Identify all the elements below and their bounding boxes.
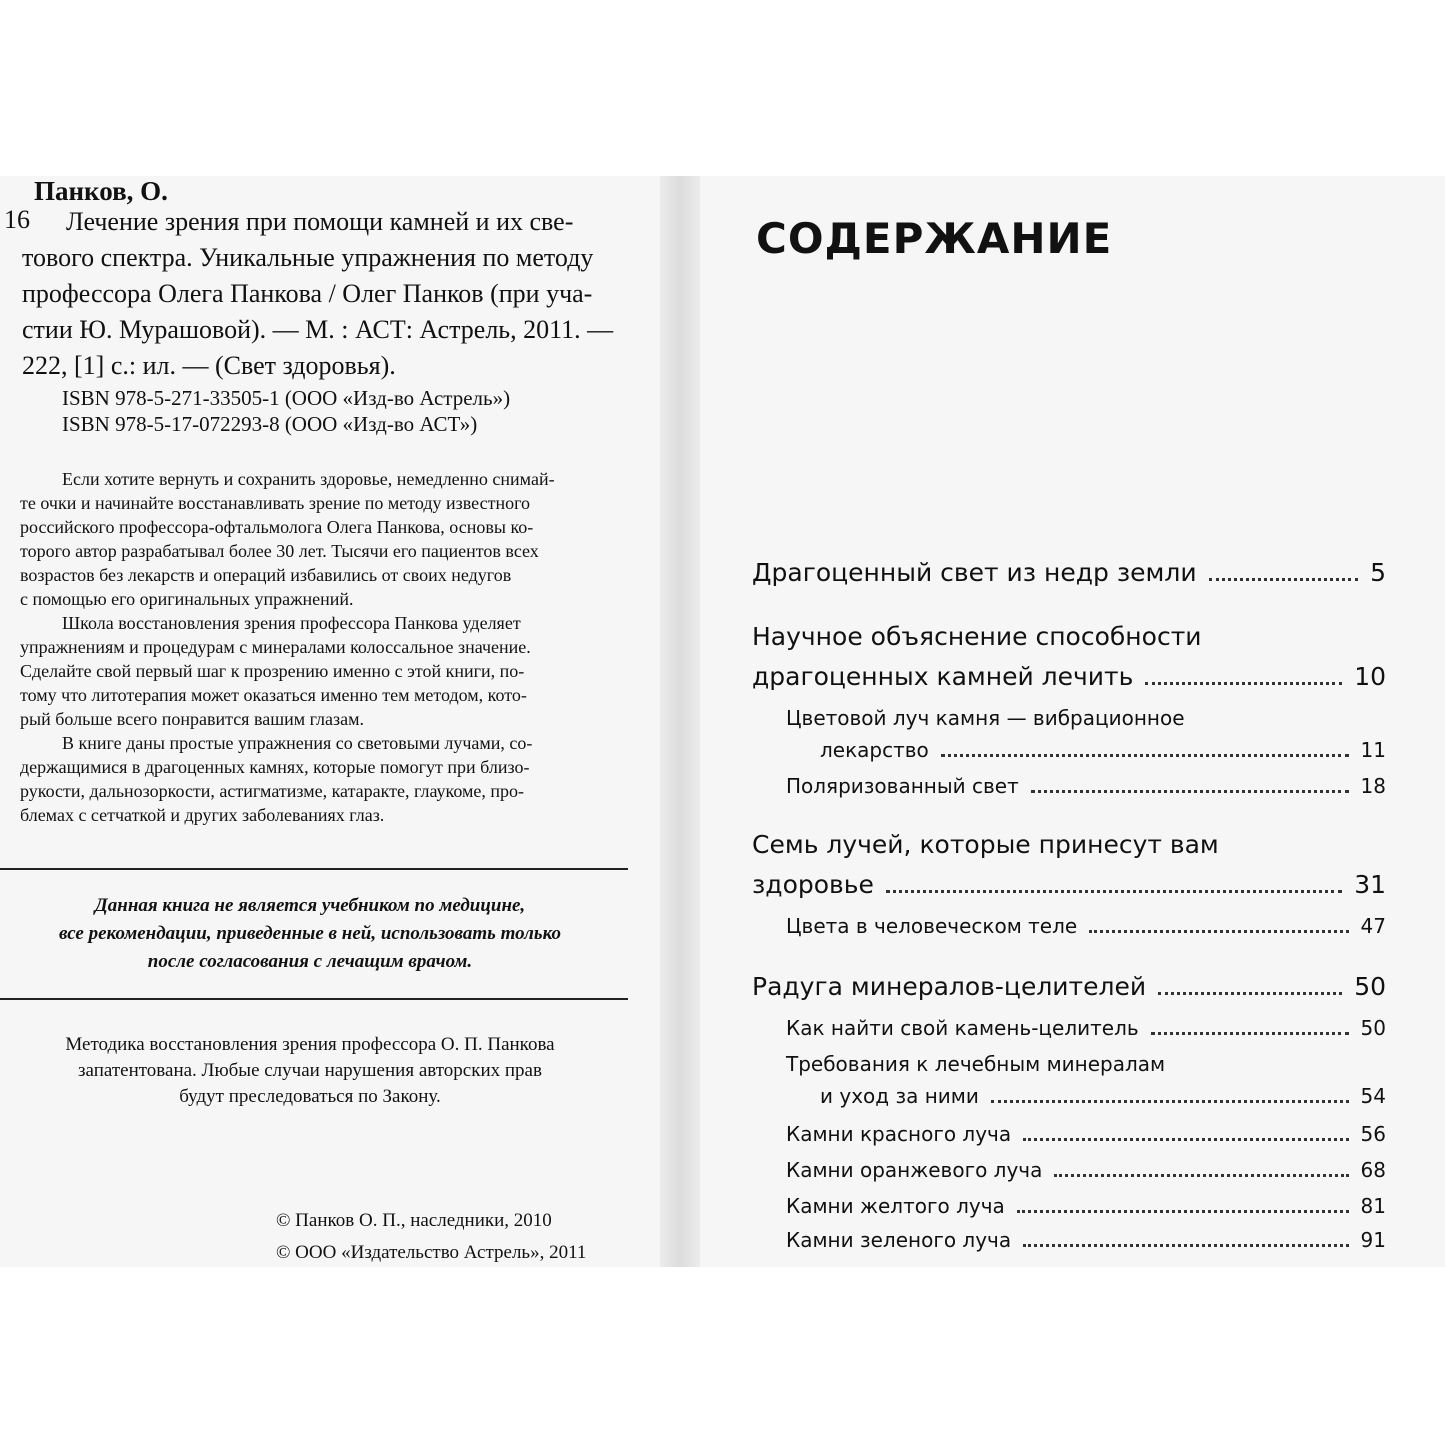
toc-page-number: 54 — [1360, 1084, 1386, 1108]
toc-entry-title: лекарство — [820, 738, 929, 762]
toc-entry-line — [786, 706, 1185, 730]
toc-entry-line — [752, 662, 1386, 691]
body-line: упражнениям и процедурам с минералами колоссальное значение. — [20, 637, 531, 657]
toc-entry-title: Радуга минералов-целителей — [752, 972, 1147, 1001]
toc-entry — [752, 558, 1386, 598]
patent-notice-line: будут преследоваться по Закону. — [179, 1086, 441, 1107]
toc-leader-dots — [1017, 1210, 1349, 1213]
medical-notice-line: Данная книга не является учебником по медицине, — [94, 895, 526, 916]
toc-page-number: 91 — [1360, 1228, 1386, 1252]
toc-page-number: 18 — [1360, 774, 1386, 798]
toc-page-number: 50 — [1360, 1016, 1386, 1040]
toc-entry — [786, 1122, 1386, 1154]
toc-entry-title: Требования к лечебным минералам — [786, 1052, 1166, 1076]
toc-entry-line — [786, 1194, 1386, 1219]
toc-entry-title: Камни желтого луча — [786, 1194, 1005, 1218]
toc-page-number: 56 — [1360, 1122, 1386, 1146]
toc-leader-dots — [941, 754, 1349, 757]
body-line: возрастов без лекарств и операций избавились от своих недугов — [20, 565, 512, 585]
left-page — [0, 176, 660, 1267]
author-heading: Панков, О. — [34, 176, 168, 206]
toc-entry-title: здоровье — [752, 870, 874, 899]
toc-entry — [752, 830, 1386, 910]
toc-entry-line — [786, 1052, 1165, 1076]
body-line: держащимися в драгоценных камнях, которые помогут при близо- — [20, 757, 530, 777]
body-line: Если хотите вернуть и сохранить здоровье, немедленно снимай- — [62, 469, 555, 489]
toc-page-number: 10 — [1354, 662, 1386, 691]
patent-notice-line: Методика восстановления зрения профессора О. П. Панкова — [65, 1034, 555, 1055]
toc-entry-line — [752, 972, 1386, 1001]
toc-entry-line — [752, 622, 1202, 651]
toc-entry-title: Камни оранжевого луча — [786, 1158, 1043, 1182]
toc-entry-title: и уход за ними — [820, 1084, 979, 1108]
toc-entry-line — [820, 1084, 1386, 1109]
toc-entry — [786, 774, 1386, 806]
toc-leader-dots — [1054, 1174, 1348, 1177]
copyright-line: © ООО «Издательство Астрель», 2011 — [276, 1242, 587, 1263]
toc-entry-line — [752, 558, 1386, 587]
toc-entry — [786, 1158, 1386, 1190]
patent-notice-line: запатентована. Любые случаи нарушения авторских прав — [78, 1060, 542, 1081]
medical-notice-line: после согласования с лечащим врачом. — [147, 951, 473, 972]
bib-line-4: стии Ю. Мурашовой). — М. : АСТ: Астрель, 2011. — — [22, 315, 614, 344]
toc-entry-line — [752, 870, 1386, 899]
toc-entry-title: Камни зеленого луча — [786, 1228, 1012, 1252]
toc-leader-dots — [1158, 992, 1342, 995]
toc-page-number: 31 — [1354, 870, 1386, 899]
toc-leader-dots — [1023, 1244, 1348, 1247]
toc-page-number: 81 — [1360, 1194, 1386, 1218]
body-line: те очки и начинайте восстанавливать зрение по методу известного — [20, 493, 531, 513]
bib-line-5: 222, [1] с.: ил. — (Свет здоровья). — [22, 351, 396, 380]
body-line: российского профессора-офтальмолога Олега Панкова, основы ко- — [20, 517, 534, 537]
body-line: Сделайте свой первый шаг к прозрению именно с этой книги, по- — [20, 661, 525, 681]
toc-entry — [786, 706, 1386, 770]
toc-entry-title: Научное объяснение способности — [752, 622, 1202, 651]
toc-entry-line — [786, 1016, 1386, 1041]
toc-page-number: 68 — [1360, 1158, 1386, 1182]
toc-entry-line — [786, 1158, 1386, 1183]
toc-entry-title: Камни красного луча — [786, 1122, 1012, 1146]
divider — [0, 998, 628, 1000]
bib-line-2: тового спектра. Уникальные упражнения по методу — [22, 243, 594, 272]
isbn-2: ISBN 978-5-17-072293-8 (ООО «Изд-во АСТ») — [62, 412, 478, 436]
bib-line-1: Лечение зрения при помощи камней и их све- — [66, 207, 574, 236]
toc-entry-line — [786, 1122, 1386, 1147]
toc-leader-dots — [1089, 930, 1348, 933]
body-line: блемах с сетчаткой и других заболеваниях глаз. — [20, 805, 385, 825]
book-gutter — [660, 176, 700, 1267]
right-page — [700, 176, 1445, 1267]
toc-entry — [786, 914, 1386, 946]
divider — [0, 868, 628, 870]
toc-entry-line — [786, 774, 1386, 799]
body-line: рый больше всего понравится вашим глазам. — [20, 709, 365, 729]
catalog-index: 16 — [4, 205, 30, 234]
toc-leader-dots — [991, 1100, 1349, 1103]
toc-entry-title: Поляризованный свет — [786, 774, 1019, 798]
copyright-line: © Панков О. П., наследники, 2010 — [276, 1210, 552, 1231]
toc-entry — [786, 1016, 1386, 1048]
toc-entry — [752, 622, 1386, 702]
body-line: В книге даны простые упражнения со световыми лучами, со- — [62, 733, 533, 753]
toc-entry-title: Как найти свой камень-целитель — [786, 1016, 1139, 1040]
toc-entry-line — [786, 1228, 1386, 1253]
body-line: рукости, дальнозоркости, астигматизме, катаракте, глаукоме, про- — [20, 781, 525, 801]
isbn-1: ISBN 978-5-271-33505-1 (ООО «Изд-во Астрель») — [62, 386, 511, 410]
body-line: торого автор разрабатывал более 30 лет. Тысячи его пациентов всех — [20, 541, 539, 561]
toc-page-number: 47 — [1360, 914, 1386, 938]
toc-leader-dots — [1031, 790, 1349, 793]
toc-entry-line — [786, 914, 1386, 939]
toc-page-number: 50 — [1354, 972, 1386, 1001]
medical-notice-line: все рекомендации, приведенные в ней, использовать только — [59, 923, 561, 944]
toc-page-number: 5 — [1370, 558, 1386, 587]
toc-entry-line — [820, 738, 1386, 763]
toc-entry-title: Цветовой луч камня — вибрационное — [786, 706, 1185, 730]
toc-entry-title: Цвета в человеческом теле — [786, 914, 1078, 938]
toc-entry — [752, 972, 1386, 1012]
toc-leader-dots — [1023, 1138, 1348, 1141]
toc-entry — [786, 1052, 1386, 1116]
toc-entry — [786, 1228, 1386, 1260]
toc-leader-dots — [1145, 682, 1342, 685]
toc-entry-title: драгоценных камней лечить — [752, 662, 1134, 691]
toc-entry — [786, 1194, 1386, 1226]
toc-leader-dots — [1151, 1032, 1349, 1035]
book-spread — [0, 176, 1445, 1267]
toc-entry-line — [752, 830, 1219, 859]
toc-page-number: 11 — [1360, 738, 1386, 762]
toc-entry-title: Семь лучей, которые принесут вам — [752, 830, 1219, 859]
toc-leader-dots — [886, 890, 1342, 893]
bib-line-3: профессора Олега Панкова / Олег Панков (при уча- — [22, 279, 593, 308]
body-line: тому что литотерапия может оказаться именно тем методом, кото- — [20, 685, 527, 705]
page-title: СОДЕРЖАНИЕ — [756, 214, 1113, 263]
toc-leader-dots — [1209, 578, 1358, 581]
toc-entry-title: Драгоценный свет из недр земли — [752, 558, 1197, 587]
body-line: Школа восстановления зрения профессора Панкова уделяет — [62, 613, 521, 633]
body-line: с помощью его оригинальных упражнений. — [20, 589, 354, 609]
